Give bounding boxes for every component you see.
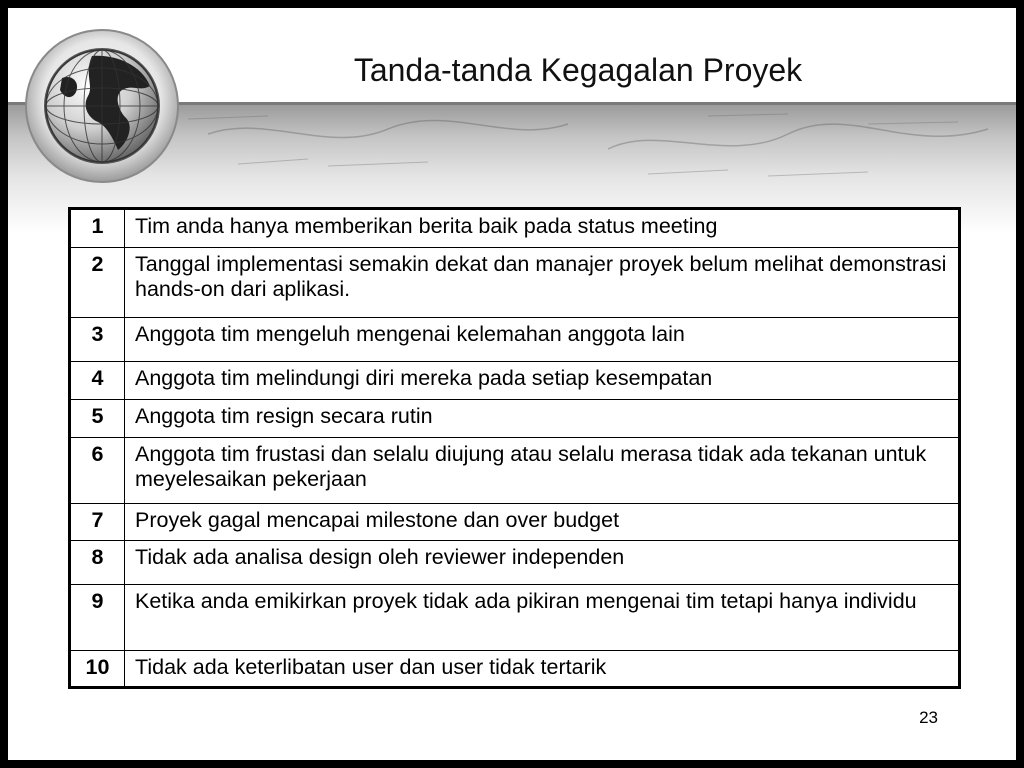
row-text: Tidak ada analisa design oleh reviewer independen bbox=[125, 541, 960, 585]
slide-title: Tanda-tanda Kegagalan Proyek bbox=[353, 52, 803, 88]
row-text: Anggota tim mengeluh mengenai kelemahan anggota lain bbox=[125, 318, 960, 362]
page-number: 23 bbox=[919, 708, 938, 727]
table-row bbox=[70, 585, 960, 651]
row-number: 6 bbox=[70, 438, 125, 504]
row-number: 10 bbox=[70, 651, 125, 688]
table-row bbox=[70, 248, 960, 318]
failure-signs-table bbox=[68, 207, 961, 689]
row-number: 3 bbox=[70, 318, 125, 362]
row-number: 7 bbox=[70, 504, 125, 541]
row-number: 9 bbox=[70, 585, 125, 651]
row-number: 8 bbox=[70, 541, 125, 585]
row-text: Anggota tim melindungi diri mereka pada setiap kesempatan bbox=[125, 362, 960, 400]
row-text: Tim anda hanya memberikan berita baik pada status meeting bbox=[125, 209, 960, 248]
table-row bbox=[70, 318, 960, 362]
globe-icon bbox=[22, 26, 182, 186]
row-number: 2 bbox=[70, 248, 125, 318]
table-row bbox=[70, 541, 960, 585]
row-text: Tidak ada keterlibatan user dan user tidak tertarik bbox=[125, 651, 960, 688]
row-text: Tanggal implementasi semakin dekat dan manajer proyek belum melihat demonstrasi hands-on dari aplikasi. bbox=[125, 248, 960, 318]
table-row bbox=[70, 504, 960, 541]
table-row bbox=[70, 209, 960, 248]
table-row bbox=[70, 438, 960, 504]
table-row bbox=[70, 362, 960, 400]
slide-canvas bbox=[8, 8, 1016, 760]
row-text: Anggota tim frustasi dan selalu diujung atau selalu merasa tidak ada tekanan untuk meyelesaikan pekerjaan bbox=[125, 438, 960, 504]
row-number: 5 bbox=[70, 400, 125, 438]
table-row bbox=[70, 651, 960, 688]
row-text: Ketika anda emikirkan proyek tidak ada pikiran mengenai tim tetapi hanya individu bbox=[125, 585, 960, 651]
row-number: 1 bbox=[70, 209, 125, 248]
row-number: 4 bbox=[70, 362, 125, 400]
table-row bbox=[70, 400, 960, 438]
row-text: Anggota tim resign secara rutin bbox=[125, 400, 960, 438]
row-text: Proyek gagal mencapai milestone dan over budget bbox=[125, 504, 960, 541]
